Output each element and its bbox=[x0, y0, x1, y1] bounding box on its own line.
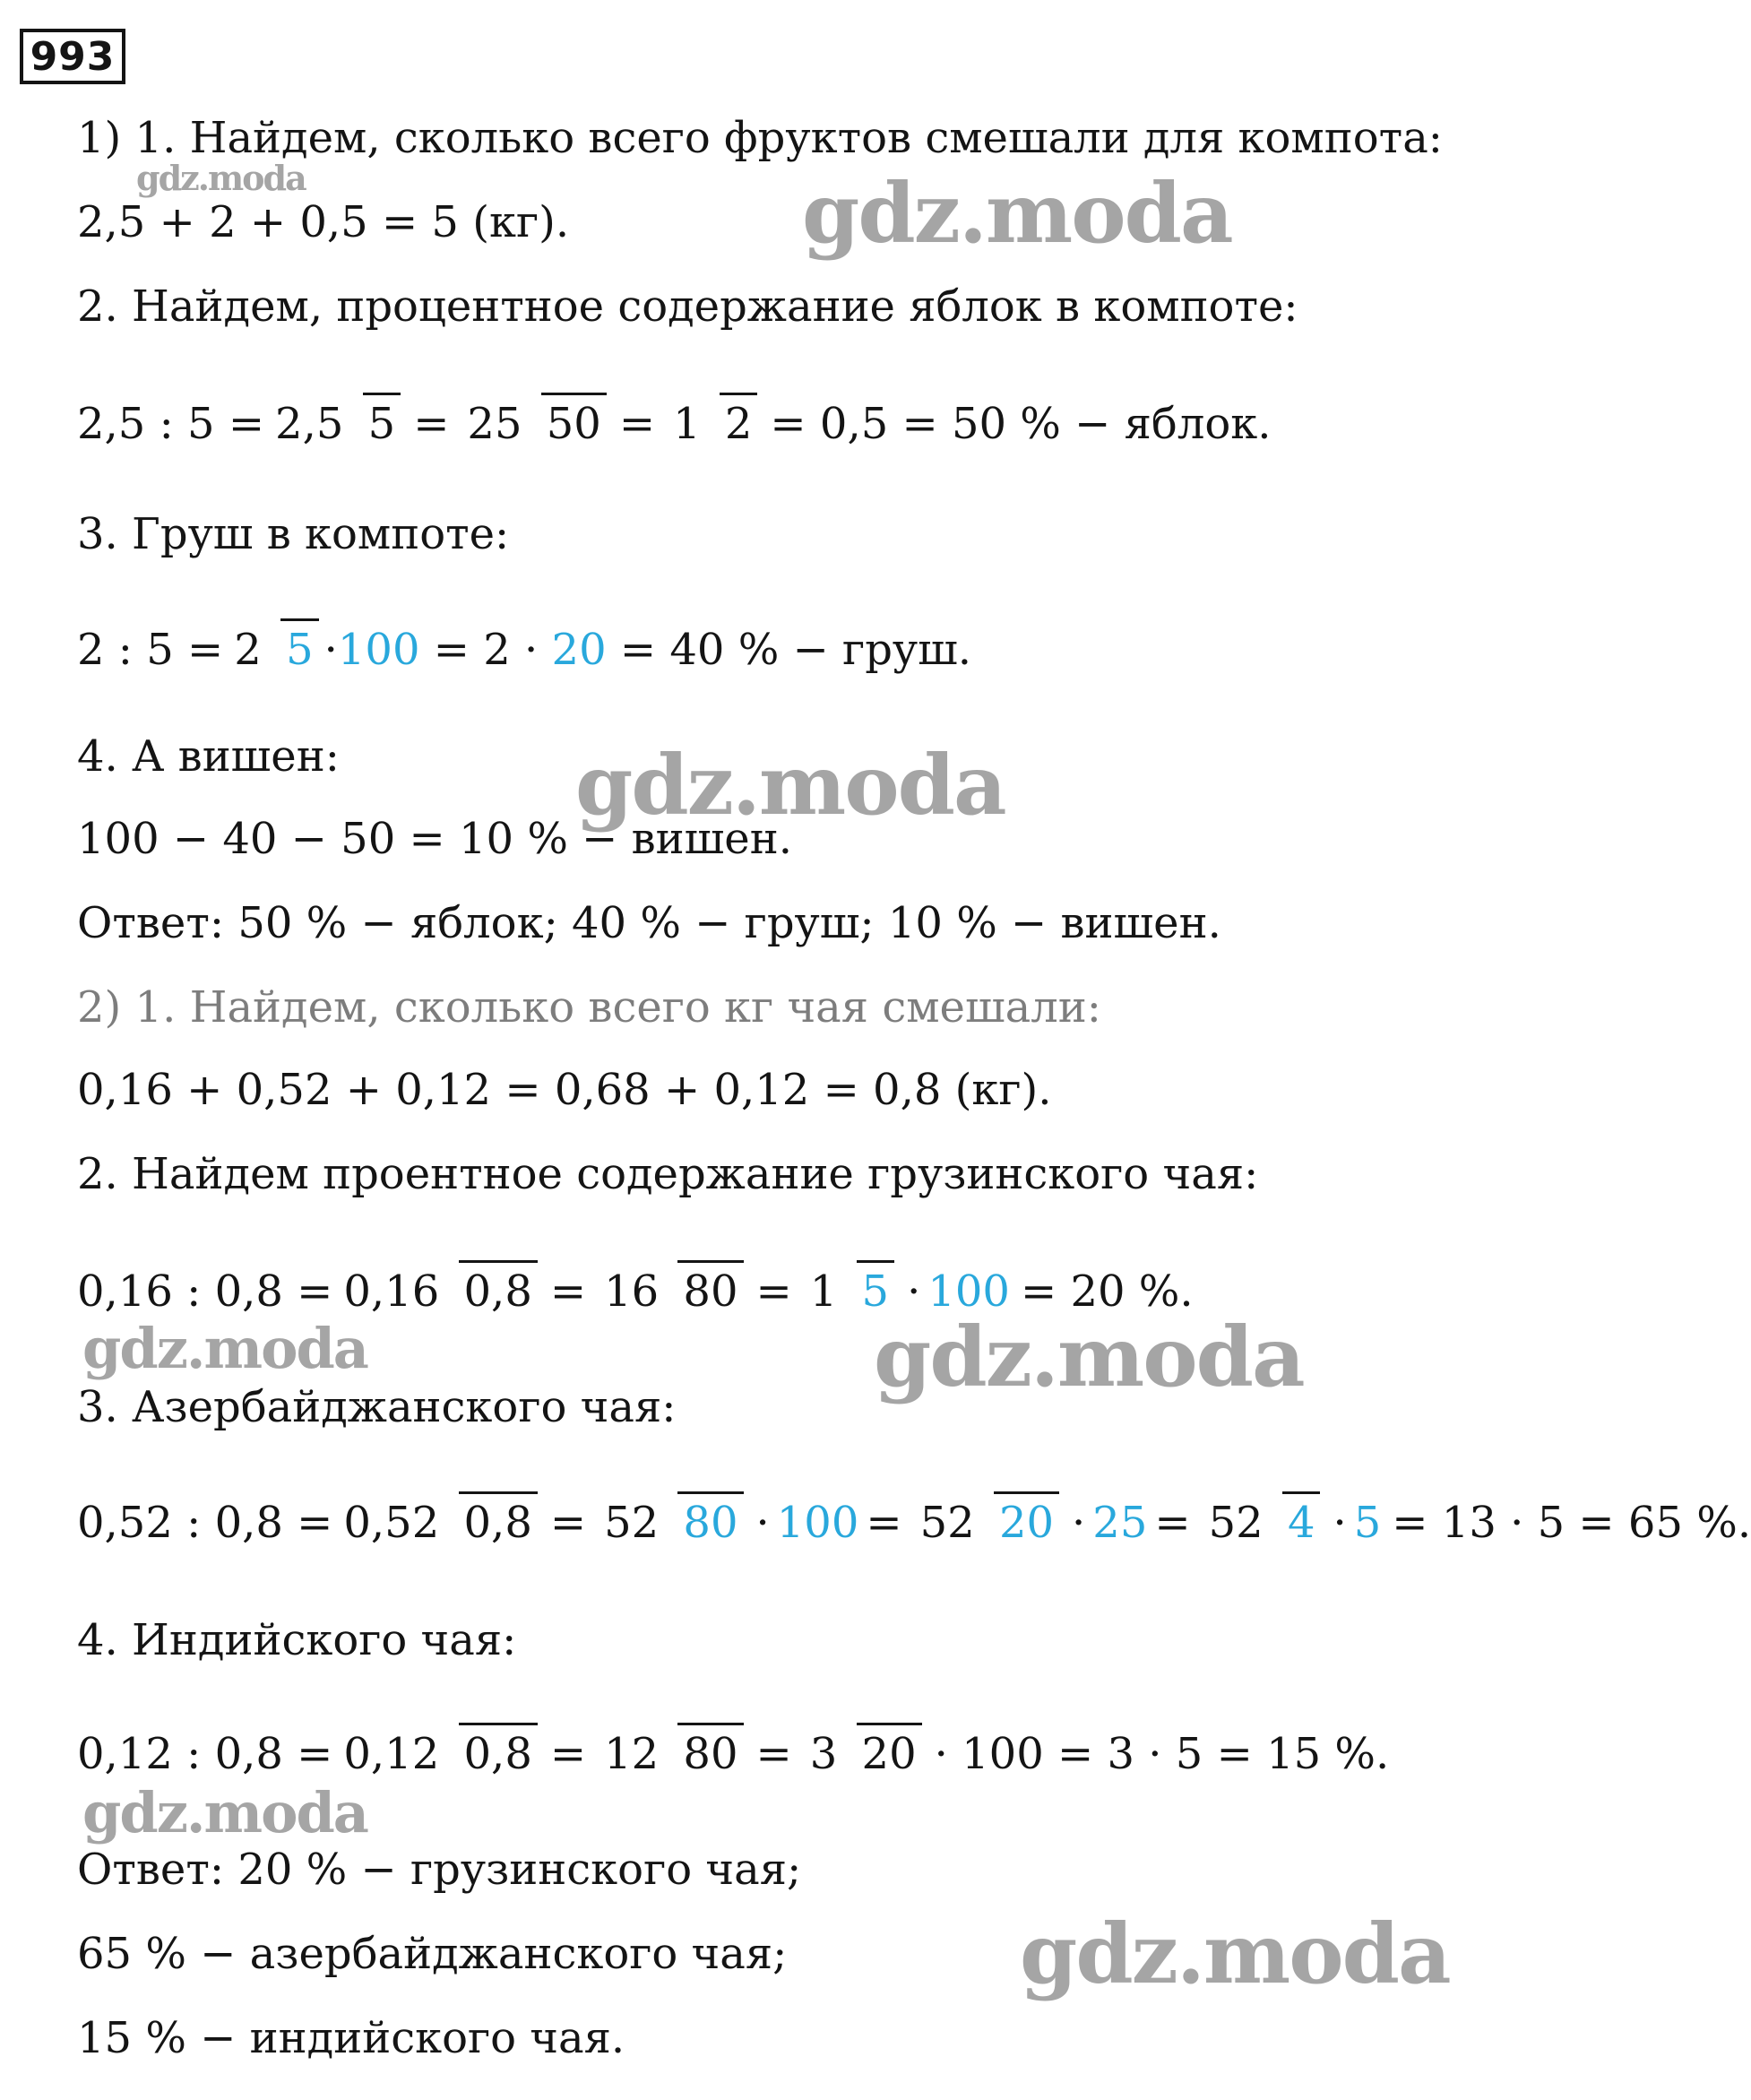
part1-step1-calc: 2,5 + 2 + 0,5 = 5 (кг). bbox=[77, 197, 570, 247]
part1-step1-text: 1) 1. Найдем, сколько всего фруктов смешали для компота: bbox=[77, 113, 1443, 163]
part1-step4-calc: 100 − 40 − 50 = 10 % − вишен. bbox=[77, 814, 792, 864]
fraction: 52 4 bbox=[1203, 1495, 1321, 1551]
watermark: gdz.moda bbox=[82, 1316, 367, 1381]
part2-step2-text: 2. Найдем проентное содержание грузинского чая: bbox=[77, 1149, 1259, 1199]
part2-step4-calc: 0,12 : 0,8 = 0,12 0,8 = 12 80 = 3 20 · 100 = 3 · 5 = 15 %. bbox=[77, 1678, 1389, 1830]
fraction: 2 5 bbox=[229, 622, 318, 678]
fraction: 3 20 bbox=[805, 1726, 922, 1782]
fraction: 12 80 bbox=[599, 1726, 743, 1782]
part2-step4-text: 4. Индийского чая: bbox=[77, 1615, 517, 1665]
watermark: gdz.moda bbox=[874, 1309, 1304, 1405]
part2-step2-calc: 0,16 : 0,8 = 0,16 0,8 = 16 80 = 1 5 · 100 = 20 %. bbox=[77, 1215, 1194, 1368]
part2-step1-text: 2) 1. Найдем, сколько всего кг чая смешали: bbox=[77, 982, 1101, 1033]
part2-answer-line3: 15 % − индийского чая. bbox=[77, 2013, 625, 2063]
watermark: gdz.moda bbox=[82, 1780, 367, 1845]
fraction: 16 80 bbox=[599, 1264, 743, 1319]
part1-step3-calc: 2 : 5 = 2 5 · 100 = 2 · 20 = 40 % − груш. bbox=[77, 574, 971, 726]
watermark: gdz.moda bbox=[802, 165, 1232, 262]
part2-step1-calc: 0,16 + 0,52 + 0,12 = 0,68 + 0,12 = 0,8 (кг). bbox=[77, 1065, 1052, 1115]
fraction: 52 20 bbox=[915, 1495, 1059, 1551]
part2-answer-line2: 65 % − азербайджанского чая; bbox=[77, 1929, 788, 1979]
fraction: 1 2 bbox=[668, 396, 757, 452]
part2-step3-calc: 0,52 : 0,8 = 0,52 0,8 = 52 80 · 100 = 52 20 · 25 = 52 4 · 5 = 13 · 5 = 65 %. bbox=[77, 1447, 1751, 1599]
part1-step2-calc: 2,5 : 5 = 2,5 5 = 25 50 = 1 2 = 0,5 = 50 % − яблок. bbox=[77, 348, 1271, 500]
fraction: 25 50 bbox=[461, 396, 606, 452]
part2-step3-text: 3. Азербайджанского чая: bbox=[77, 1382, 677, 1432]
fraction: 0,12 0,8 bbox=[338, 1726, 537, 1782]
part1-step2-text: 2. Найдем, процентное содержание яблок в компоте: bbox=[77, 281, 1298, 332]
fraction: 0,52 0,8 bbox=[338, 1495, 537, 1551]
part1-answer: Ответ: 50 % − яблок; 40 % − груш; 10 % − вишен. bbox=[77, 898, 1221, 948]
watermark: gdz.moda bbox=[1020, 1906, 1450, 2002]
fraction: 2,5 5 bbox=[270, 396, 401, 452]
watermark: gdz.moda bbox=[136, 158, 306, 198]
part1-step3-text: 3. Груш в компоте: bbox=[77, 509, 510, 559]
fraction: 52 80 bbox=[599, 1495, 743, 1551]
exercise-number-badge: 993 bbox=[20, 29, 125, 84]
part2-answer-line1: Ответ: 20 % − грузинского чая; bbox=[77, 1845, 802, 1895]
fraction: 0,16 0,8 bbox=[338, 1264, 537, 1319]
watermark: gdz.moda bbox=[575, 737, 1005, 834]
fraction: 1 5 bbox=[805, 1264, 894, 1319]
part1-step4-text: 4. А вишен: bbox=[77, 731, 340, 782]
